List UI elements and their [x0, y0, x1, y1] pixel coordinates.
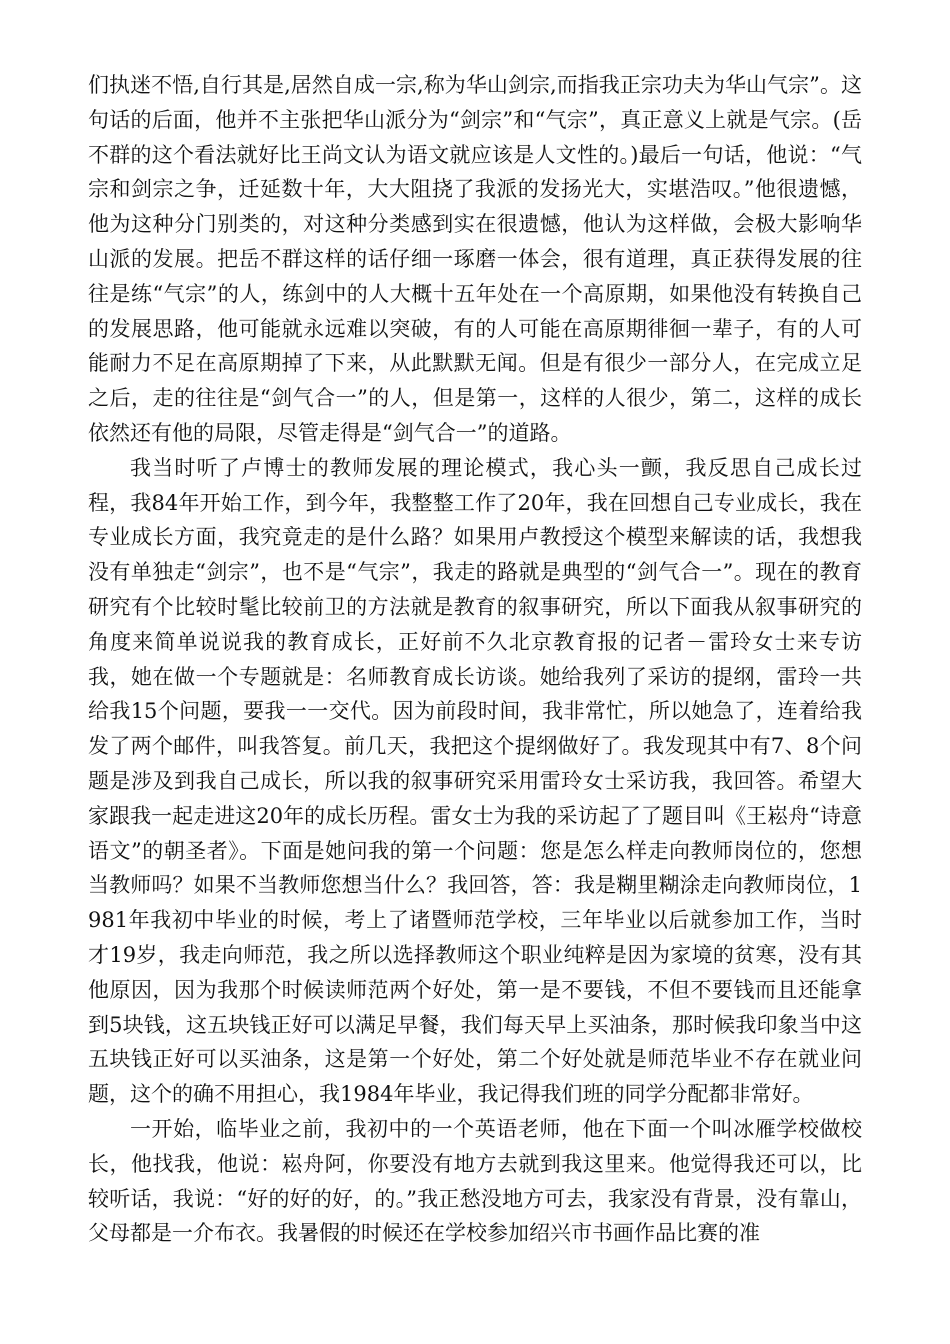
document-page: [88, 68, 862, 1251]
paragraph-3: 一开始，临毕业之前，我初中的一个英语老师，他在下面一个叫冰雁学校做校长，他找我，他说：崧舟阿，你要没有地方去就到我这里来。他觉得我还可以，比较听话，我说：“好的好的好，的。”我正愁没地方可去，我家没有背景，没有靠山，父母都是一介布衣。我暑假的时候还在学校参加绍兴市书画作品比赛的准: [88, 1116, 862, 1246]
paragraph-2: 我当时听了卢博士的教师发展的理论模式，我心头一颤，我反思自己成长过程，我84年开始工作，到今年，我整整工作了20年，我在回想自己专业成长，我在专业成长方面，我究竟走的是什么路？如果用卢教授这个模型来解读的话，我想我没有单独走“剑宗”，也不是“气宗”，我走的路就是典型的“剑气合一”。现在的教育研究有个比较时髦比较前卫的方法就是教育的叙事研究，所以下面我从叙事研究的角度来简单说说我的教育成长，正好前不久北京教育报的记者－雷玲女士来专访我，她在做一个专题就是：名师教育成长访谈。她给我列了采访的提纲，雷玲一共给我15个问题，要我一一交代。因为前段时间，我非常忙，所以她急了，连着给我发了两个邮件，叫我答复。前几天，我把这个提纲做好了。我发现其中有7、8个问题是涉及到我自己成长，所以我的叙事研究采用雷玲女士采访我，我回答。希望大家跟我一起走进这20年的成长历程。雷女士为我的采访起了了题目叫《王崧舟“诗意语文”的朝圣者》。下面是她问我的第一个问题：您是怎么样走向教师岗位的，您想当教师吗？如果不当教师您想当什么？我回答，答：我是糊里糊涂走向教师岗位，1981年我初中毕业的时候，考上了诸暨师范学校，三年毕业以后就参加工作，当时才19岁，我走向师范，我之所以选择教师这个职业纯粹是因为家境的贫寒，没有其他原因，因为我那个时候读师范两个好处，第一是不要钱，不但不要钱而且还能拿到5块钱，这五块钱正好可以满足早餐，我们每天早上买油条，那时候我印象当中这五块钱正好可以买油条，这是第一个好处，第二个好处就是师范毕业不存在就业问题，这个的确不用担心，我1984年毕业，我记得我们班的同学分配都非常好。: [88, 455, 862, 1107]
paragraph-1: 们执迷不悟,自行其是,居然自成一宗,称为华山剑宗,而指我正宗功夫为华山气宗”。这句话的后面，他并不主张把华山派分为“剑宗”和“气宗”，真正意义上就是气宗。(岳不群的这个看法就好比王尚文认为语文就应该是人文性的。)最后一句话，他说：“气宗和剑宗之争，迁延数十年，大大阻挠了我派的发扬光大，实堪浩叹。”他很遗憾，他为这种分门别类的，对这种分类感到实在很遗憾，他认为这样做，会极大影响华山派的发展。把岳不群这样的话仔细一琢磨一体会，很有道理，真正获得发展的往往是练“气宗”的人，练剑中的人大概十五年处在一个高原期，如果他没有转换自己的发展思路，他可能就永远难以突破，有的人可能在高原期徘徊一辈子，有的人可能耐力不足在高原期掉了下来，从此默默无闻。但是有很少一部分人，在完成立足之后，走的往往是“剑气合一”的人，但是第一，这样的人很少，第二，这样的成长依然还有他的局限，尽管走得是“剑气合一”的道路。: [88, 73, 862, 445]
